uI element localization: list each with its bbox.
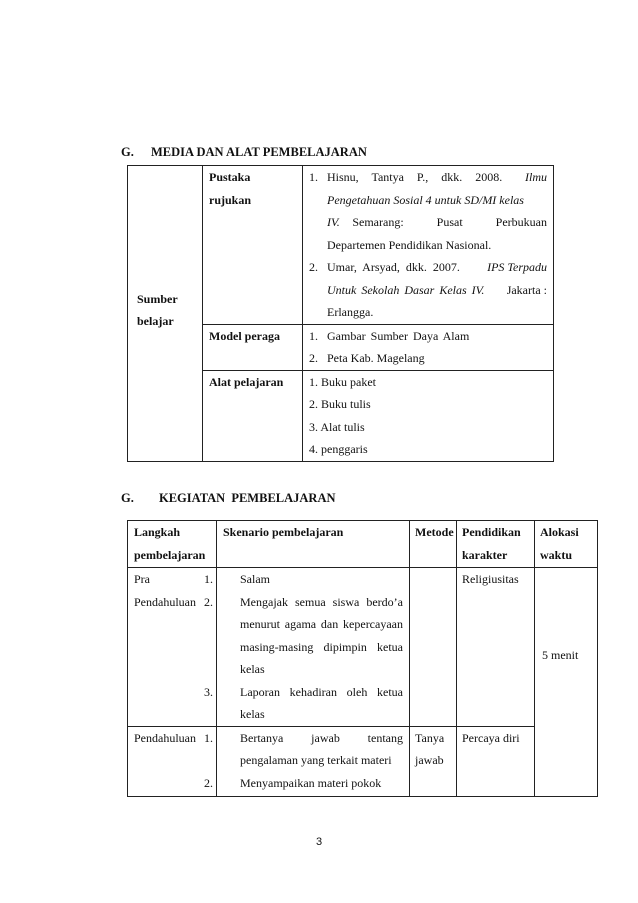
row2-metode: Tanya jawab — [410, 726, 457, 796]
kegiatan-table — [127, 520, 598, 797]
model-item: 1. Gambar Sumber Daya Alam — [309, 328, 470, 343]
row1-karakter: Religiusitas — [457, 568, 535, 727]
references-cell — [303, 166, 554, 325]
belajar-label: belajar — [137, 314, 174, 329]
model-label: Model peraga — [209, 328, 280, 343]
row2-skenario — [204, 726, 410, 796]
alat-items-cell — [303, 370, 554, 461]
media-table — [127, 165, 554, 462]
section-heading-media — [121, 145, 367, 160]
sumber-label: Sumber — [137, 291, 178, 306]
skenario-item: 2. Menyampaikan materi pokok — [204, 775, 382, 790]
section-heading-kegiatan — [121, 491, 336, 506]
section-title: MEDIA DAN ALAT PEMBELAJARAN — [151, 145, 367, 159]
skenario-item: 1. Bertanya jawab tentang pengalaman yang terkait materi — [204, 730, 403, 767]
reference-2: 2. Umar, Arsyad, dkk. 2007. IPS Terpadu Untuk Sekolah Dasar Kelas IV. Jakarta : Erlangga. — [309, 260, 547, 319]
alokasi-value: 5 menit — [542, 647, 579, 662]
alat-item: 1. Buku paket — [309, 374, 376, 389]
header-langkah: Langkah pembelajaran — [128, 521, 217, 568]
alokasi-cell — [535, 568, 598, 797]
row2-karakter: Percaya diri — [457, 726, 535, 796]
sumber-cell — [128, 166, 203, 462]
model-cell — [203, 324, 303, 370]
reference-1: 1. Hisnu, Tantya P., dkk. 2008. Ilmu Pengetahuan Sosial 4 untuk SD/MI kelas IV. Semarang: Pusat Perbukuan Departemen Pendidikan Nasional. — [309, 170, 547, 252]
pustaka-label: Pustaka — [209, 170, 251, 184]
pustaka-cell — [203, 166, 303, 325]
alat-cell — [203, 370, 303, 461]
header-pendidikan: Pendidikan karakter — [457, 521, 535, 568]
row1-metode — [410, 568, 457, 727]
skenario-item: 1. Salam — [204, 572, 270, 586]
alat-item: 4. penggaris — [309, 442, 368, 456]
skenario-item: 3. Laporan kehadiran oleh ketua kelas — [204, 684, 403, 721]
alat-label: Alat pelajaran — [209, 374, 284, 389]
model-item: 2. Peta Kab. Magelang — [309, 351, 425, 365]
row1-skenario — [204, 568, 410, 727]
alat-item: 2. Buku tulis — [309, 397, 371, 411]
row1-langkah: Pra Pendahuluan — [128, 568, 217, 727]
row2-langkah: Pendahuluan — [128, 726, 217, 796]
section-letter: G. — [121, 491, 134, 505]
page-number: 3 — [315, 836, 323, 848]
model-items-cell — [303, 324, 554, 370]
section-letter: G. — [121, 145, 134, 159]
alat-item: 3. Alat tulis — [309, 419, 365, 434]
section-title: KEGIATAN PEMBELAJARAN — [159, 491, 336, 505]
rujukan-label: rujukan — [209, 192, 252, 207]
header-skenario: Skenario pembelajaran — [217, 521, 410, 568]
skenario-item: 2. Mengajak semua siswa berdo’a menurut agama dan kepercayaan masing-masing dipimpin ketua kelas — [204, 594, 403, 676]
header-alokasi: Alokasi waktu — [535, 521, 598, 568]
header-metode: Metode — [410, 521, 457, 568]
